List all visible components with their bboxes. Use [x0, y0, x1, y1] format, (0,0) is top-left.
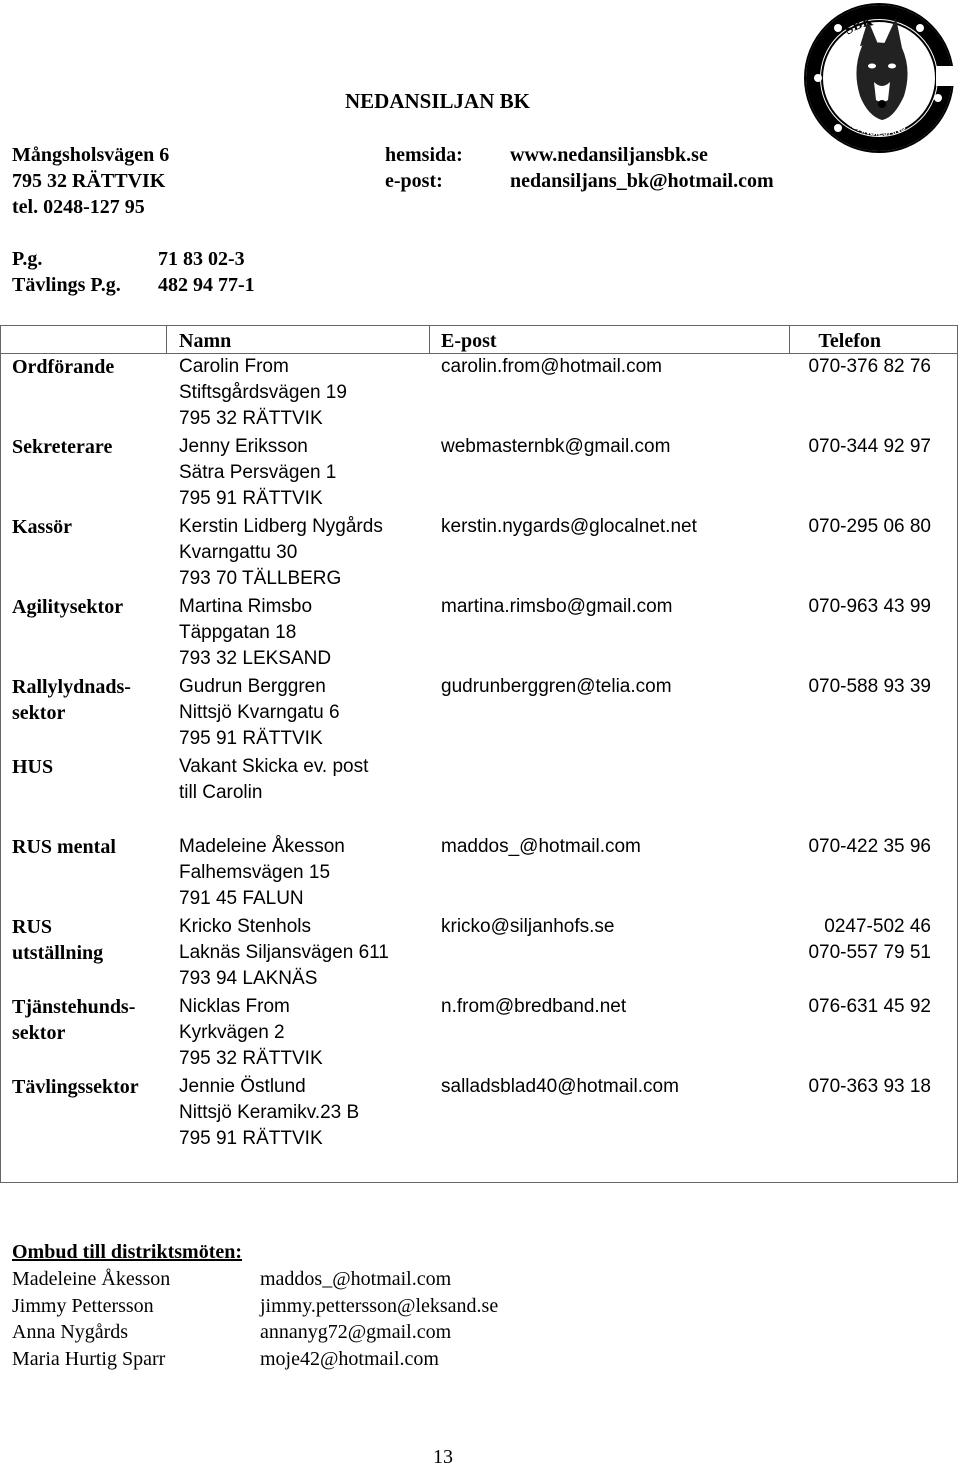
phone-cell [1, 594, 931, 620]
address-city: 795 32 RÄTTVIK [12, 170, 166, 192]
email-cell[interactable]: salladsblad40@hotmail.com [441, 1076, 679, 1097]
name-cell-line: Nittsjö Keramikv.23 B [179, 1102, 360, 1123]
role-cell-line: Tjänstehunds- [12, 996, 136, 1018]
name-cell-line: Nittsjö Kvarngatu 6 [179, 702, 340, 723]
role-cell-line: Kassör [12, 516, 72, 538]
email-cell[interactable]: martina.rimsbo@gmail.com [441, 596, 673, 617]
name-cell-line: Laknäs Siljansvägen 611 [179, 942, 389, 963]
name-cell [179, 754, 368, 806]
phone-cell-line: 070-344 92 97 [808, 436, 931, 457]
name-cell-line: Täppgatan 18 [179, 622, 297, 643]
email-label: e-post: [385, 170, 443, 192]
name-cell-line: Carolin From [179, 356, 289, 377]
phone-cell-line: 070-422 35 96 [808, 836, 931, 857]
email-cell[interactable]: maddos_@hotmail.com [441, 836, 641, 857]
phone-cell [1, 434, 931, 460]
role-cell-line: Ordförande [12, 356, 115, 378]
role-cell-line: HUS [12, 756, 54, 778]
website-label: hemsida: [385, 144, 463, 166]
name-cell-line: 793 70 TÄLLBERG [179, 568, 342, 589]
name-cell-line: Martina Rimsbo [179, 596, 313, 617]
postgiro-label: P.g. [12, 248, 43, 270]
role-cell-line: RUS [12, 916, 53, 938]
svg-text:SBK: SBK [841, 14, 875, 39]
german-shepherd-head-icon [798, 0, 960, 160]
column-header-name: Namn [179, 330, 232, 352]
phone-cell [1, 914, 931, 966]
club-logo [798, 0, 960, 160]
phone-cell [1, 994, 931, 1020]
name-cell-line: Vakant Skicka ev. post [179, 756, 369, 777]
email-cell[interactable]: webmasternbk@gmail.com [441, 436, 671, 457]
phone-cell-line: 070-588 93 39 [808, 676, 931, 697]
delegate-name: Jimmy Pettersson [12, 1294, 154, 1317]
phone-cell-line: 076-631 45 92 [808, 996, 931, 1017]
phone-cell [1, 514, 931, 540]
delegate-email[interactable]: moje42@hotmail.com [260, 1347, 439, 1370]
email-cell[interactable]: gudrunberggren@telia.com [441, 676, 672, 697]
phone-cell-line: 0247-502 46 [824, 916, 931, 937]
phone-cell [1, 674, 931, 700]
role-cell-line: sektor [12, 1022, 66, 1044]
competition-postgiro-value: 482 94 77-1 [158, 274, 255, 296]
role-cell-line: Sekreterare [12, 436, 113, 458]
name-cell-line: Kvarngattu 30 [179, 542, 298, 563]
delegate-email[interactable]: annanyg72@gmail.com [260, 1321, 452, 1343]
board-table [0, 325, 958, 1183]
name-cell-line: Madeleine Åkesson [179, 836, 345, 857]
phone-cell-line: 070-963 43 99 [808, 596, 931, 617]
name-cell-line: Gudrun Berggren [179, 676, 326, 697]
phone-cell [1, 354, 931, 380]
table-header [1, 326, 957, 354]
club-name: NEDANSILJAN BK [345, 89, 530, 113]
email-link[interactable]: nedansiljans_bk@hotmail.com [510, 170, 774, 192]
email-cell[interactable]: n.from@bredband.net [441, 996, 627, 1017]
page-number: 13 [433, 1446, 453, 1468]
email-cell[interactable]: kricko@siljanhofs.se [441, 916, 615, 937]
name-cell-line: 793 94 LAKNÄS [179, 968, 318, 989]
name-cell-line: 795 32 RÄTTVIK [179, 408, 323, 429]
table-divider [429, 326, 430, 353]
delegate-email[interactable]: maddos_@hotmail.com [260, 1268, 452, 1290]
phone-cell-line: 070-363 93 18 [808, 1076, 931, 1097]
table-divider [789, 326, 790, 353]
column-header-email: E-post [441, 330, 497, 352]
delegate-name: Madeleine Åkesson [12, 1268, 171, 1290]
phone-cell-line: 070-295 06 80 [808, 516, 931, 537]
name-cell-line: Kricko Stenhols [179, 916, 312, 937]
delegate-email[interactable]: jimmy.pettersson@leksand.se [260, 1294, 499, 1317]
role-cell-line: utställning [12, 942, 104, 964]
name-cell-line: 795 91 RÄTTVIK [179, 1128, 323, 1149]
phone-cell-line: 070-557 79 51 [808, 942, 931, 963]
role-cell-line: sektor [12, 702, 66, 724]
phone-cell [1, 834, 931, 860]
name-cell-line: 795 32 RÄTTVIK [179, 1048, 323, 1069]
name-cell-line: Nicklas From [179, 996, 290, 1017]
name-cell-line: Jenny Eriksson [179, 436, 308, 457]
role-cell-line: RUS mental [12, 836, 116, 858]
role-cell-line: Agilitysektor [12, 596, 124, 618]
name-cell-line: 795 91 RÄTTVIK [179, 728, 323, 749]
delegate-name: Maria Hurtig Sparr [12, 1347, 166, 1370]
phone-cell-line: 070-376 82 76 [808, 356, 931, 377]
role-cell-line: Rallylydnads- [12, 676, 131, 698]
name-cell-line: Kyrkvägen 2 [179, 1022, 285, 1043]
name-cell-line: Sätra Persvägen 1 [179, 462, 337, 483]
email-cell[interactable]: carolin.from@hotmail.com [441, 356, 662, 377]
name-cell-line: 795 91 RÄTTVIK [179, 488, 323, 509]
svg-text:NEDANSILJANS: NEDANSILJANS [840, 113, 908, 138]
name-cell-line: Jennie Östlund [179, 1076, 306, 1097]
name-cell-line: Kerstin Lidberg Nygårds [179, 516, 383, 537]
name-cell-line: Stiftsgårdsvägen 19 [179, 382, 347, 403]
table-divider [166, 326, 167, 353]
role-cell-line: Tävlingssektor [12, 1076, 139, 1098]
role-cell [12, 754, 53, 780]
name-cell-line: 791 45 FALUN [179, 888, 304, 909]
delegate-name: Anna Nygårds [12, 1321, 129, 1343]
name-cell-line: till Carolin [179, 782, 263, 803]
competition-postgiro-label: Tävlings P.g. [12, 274, 121, 296]
postgiro-value: 71 83 02-3 [158, 248, 245, 270]
address-street: Mångsholsvägen 6 [12, 144, 170, 166]
name-cell-line: Falhemsvägen 15 [179, 862, 331, 883]
column-header-phone: Telefon [818, 330, 881, 352]
phone-cell [1, 1074, 931, 1100]
delegates-heading: Ombud till distriktsmöten: [12, 1241, 243, 1263]
name-cell-line: 793 32 LEKSAND [179, 648, 332, 669]
address-phone: tel. 0248-127 95 [12, 196, 145, 218]
website-link[interactable]: www.nedansiljansbk.se [510, 144, 708, 166]
email-cell[interactable]: kerstin.nygards@glocalnet.net [441, 516, 697, 537]
